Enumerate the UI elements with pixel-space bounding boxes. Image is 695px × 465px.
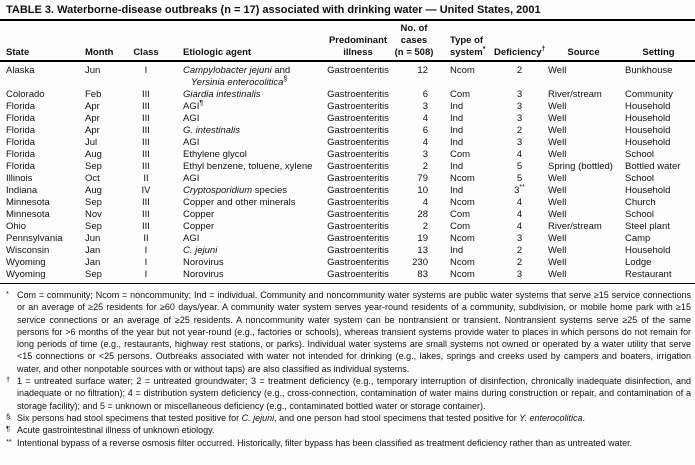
cell-source: Well: [548, 185, 567, 196]
cell-no-of-cases: 4: [422, 197, 428, 208]
cell-state: Florida: [6, 137, 36, 148]
cell-class: II: [143, 173, 149, 184]
cell-type-of-system: Com: [450, 209, 471, 220]
cell-setting: Community: [625, 89, 674, 100]
cell-month: Sep: [85, 221, 102, 232]
cell-class: III: [142, 161, 150, 172]
cell-class: III: [142, 113, 150, 124]
cell-deficiency: 3: [516, 89, 523, 100]
table-row: [0, 61, 695, 89]
cell-deficiency: 3: [516, 233, 523, 244]
cell-deficiency: 3: [494, 269, 545, 284]
cell-etiologic-agent: [165, 185, 322, 197]
cell-class: III: [142, 89, 150, 100]
cell-no-of-cases: 4: [422, 113, 428, 124]
cell-no-of-cases: 13: [417, 245, 428, 256]
cell-type-of-system: Com: [450, 221, 471, 232]
cell-deficiency: 3: [516, 113, 523, 124]
cell-setting: Bunkhouse: [625, 65, 673, 76]
cell-state: Florida: [6, 149, 36, 160]
cell-class: III: [142, 137, 150, 148]
agent-roman-text: AGI: [183, 233, 200, 244]
header-type-of-system: Type of system*: [434, 21, 494, 61]
cell-class: IV: [141, 185, 151, 196]
table-header: [0, 21, 695, 61]
header-source: Source: [545, 21, 622, 61]
cell-no-of-cases: 2: [422, 221, 428, 232]
table-row: [0, 149, 695, 161]
c-jejuni-italic: C. jejuni: [241, 412, 275, 423]
cell-source: Well: [545, 269, 622, 284]
cell-predominant-illness: Gastroenteritis: [327, 149, 389, 160]
header-class: Class: [127, 21, 165, 61]
cell-source: Well: [548, 125, 567, 136]
table-row: [0, 101, 695, 113]
agent-roman-text: and: [271, 65, 291, 76]
header-state: State: [0, 21, 85, 61]
cell-month: Oct: [85, 173, 100, 184]
cell-state: Florida: [6, 161, 36, 172]
table-row: [0, 89, 695, 101]
asterisk-footnote-marker: *: [6, 289, 9, 298]
table-row: [0, 137, 695, 149]
agent-italic-text: Cryptosporidium: [183, 185, 253, 196]
cell-etiologic-agent: [165, 149, 322, 161]
y-enterocolitica-italic: Y. enterocolitica: [519, 412, 583, 423]
cell-type-of-system: Ind: [450, 125, 464, 136]
cell-class: II: [143, 233, 149, 244]
cell-month: Sep: [85, 197, 102, 208]
cell-predominant-illness: Gastroenteritis: [327, 137, 389, 148]
table-row: [0, 233, 695, 245]
table-row: [0, 197, 695, 209]
cell-no-of-cases: 4: [422, 137, 428, 148]
cell-month: Nov: [85, 209, 102, 220]
cell-month: Jun: [85, 233, 101, 244]
cell-source: Well: [548, 233, 567, 244]
cell-state: Colorado: [6, 89, 45, 100]
cell-setting: Steel plant: [625, 221, 670, 232]
header-etiologic-agent: Etiologic agent: [165, 21, 322, 61]
footnote-stool-specimens: § Six persons had stool specimens that tested positive for C. jejuni, and one person had stool specimens that tested positive for Y. enterocolitica.: [6, 411, 586, 423]
cell-state: Pennsylvania: [6, 233, 63, 244]
cell-state: Minnesota: [6, 197, 50, 208]
cell-predominant-illness: Gastroenteritis: [327, 233, 389, 244]
cell-month: Sep: [85, 161, 102, 172]
cell-deficiency: 3**: [514, 183, 525, 196]
cell-etiologic-agent: [165, 197, 322, 209]
cell-no-of-cases: 3: [422, 149, 428, 160]
cell-type-of-system: Ind: [450, 101, 464, 112]
agent-roman-text: Copper: [183, 209, 215, 220]
cell-etiologic-agent: [165, 61, 322, 89]
agent-line2-footnote-marker: §: [283, 75, 288, 83]
cell-predominant-illness: Gastroenteritis: [327, 89, 389, 100]
table-row: [0, 221, 695, 233]
cell-type-of-system: Ncom: [450, 233, 475, 244]
cell-deficiency: 2: [516, 245, 523, 256]
cell-etiologic-agent: [165, 245, 322, 257]
double-asterisk-footnote-marker: **: [6, 436, 12, 446]
table-row: [0, 269, 695, 284]
cell-month: Aug: [85, 185, 102, 196]
cell-no-of-cases: 6: [422, 89, 428, 100]
table-row: [0, 113, 695, 125]
cell-etiologic-agent: [165, 137, 322, 149]
cell-setting: Lodge: [625, 257, 652, 268]
agent-roman-text: species: [252, 185, 288, 196]
cell-setting: Household: [625, 185, 671, 196]
cell-state: Wyoming: [0, 269, 85, 284]
agent-italic-text: C. jejuni: [183, 245, 218, 256]
header-predominant-illness: Predominant illness: [322, 21, 394, 61]
cell-deficiency: 4: [516, 197, 523, 208]
agent-roman-text: Ethylene glycol: [183, 149, 247, 160]
cell-predominant-illness: Gastroenteritis: [327, 161, 389, 172]
cell-class: III: [142, 149, 150, 160]
cell-no-of-cases: 83: [394, 269, 434, 284]
cell-type-of-system: Ind: [450, 137, 464, 148]
cell-predominant-illness: Gastroenteritis: [327, 113, 389, 124]
cell-source: Well: [548, 197, 567, 208]
agent-roman-text: Copper: [183, 221, 215, 232]
footnote-system-types: * Com = community; Ncom = noncommunity; Ind = individual. Community and noncommunity water systems are public water systems that serve ≥15 service connections or an average of ≥25 residents for ≥60 days/year. A community water system serves year-round residents of a community, subdivision, or mobile home park with ≥15 service connections or an average of ≥25 residents. A noncommunity water system can be nontransient or transient. Nontransient systems serve ≥25 of the same persons for >6 months of the year but not year-round (e.g., factories or schools), whereas transient systems provide water to places in which persons do not remain for long periods of time (e.g., restaurants, highway rest stations, or parks). Individual water systems are small systems not owned or operated by a water utility that serve <15 connections or <25 persons. Outbreaks associated with water not intended for drinking (e.g., lakes, springs and creeks used by campers and boaters, irrigation water, and other nonpotable sources with or without taps) are also classified as individual systems.: [6, 289, 691, 374]
cell-source: Well: [548, 137, 567, 148]
cell-setting: Household: [625, 245, 671, 256]
cell-etiologic-agent: [165, 221, 322, 233]
table-row: [0, 245, 695, 257]
cell-predominant-illness: Gastroenteritis: [327, 257, 389, 268]
cell-class: I: [144, 245, 148, 256]
cell-type-of-system: Com: [450, 89, 471, 100]
cell-type-of-system: Ncom: [450, 173, 475, 184]
cell-source: Spring (bottled): [548, 161, 613, 172]
cell-class: III: [142, 125, 150, 136]
cell-class: III: [142, 101, 150, 112]
cell-predominant-illness: Gastroenteritis: [322, 269, 394, 284]
cell-no-of-cases: 2: [422, 161, 428, 172]
cell-no-of-cases: 28: [417, 209, 428, 220]
cell-no-of-cases: 6: [422, 125, 428, 136]
cell-source: Well: [548, 245, 567, 256]
cell-deficiency: 4: [516, 149, 523, 160]
cell-class: I: [127, 269, 165, 284]
cell-deficiency: 2: [516, 257, 523, 268]
cell-deficiency: 4: [516, 221, 523, 232]
cell-month: Feb: [85, 89, 102, 100]
cell-deficiency: 2: [516, 65, 523, 76]
dagger-footnote-marker: †: [6, 375, 11, 385]
cell-type-of-system: Ind: [450, 245, 464, 256]
cell-predominant-illness: Gastroenteritis: [327, 101, 389, 112]
header-no-of-cases: No. of cases (n = 508): [394, 21, 434, 61]
agent-italic-text: G. intestinalis: [183, 125, 241, 136]
cell-class: III: [142, 221, 150, 232]
table-row: [0, 257, 695, 269]
cell-setting: Church: [625, 197, 656, 208]
cell-type-of-system: Ind: [450, 113, 464, 124]
cell-type-of-system: Ind: [450, 185, 464, 196]
agent-italic-text: Giardia intestinalis: [183, 89, 261, 100]
deficiency-footnote-marker: **: [519, 183, 525, 191]
agent-roman-text: AGI: [183, 137, 200, 148]
cell-type-of-system: Ncom: [434, 269, 494, 284]
cell-no-of-cases: 230: [412, 257, 428, 268]
cell-source: Well: [548, 257, 567, 268]
cell-etiologic-agent: [165, 113, 322, 125]
cell-setting: School: [625, 173, 655, 184]
header-deficiency: Deficiency†: [494, 21, 545, 61]
cell-month: Jan: [85, 245, 101, 256]
cell-setting: Household: [625, 125, 671, 136]
cell-class: III: [142, 209, 150, 220]
header-month: Month: [85, 21, 127, 61]
footnote-deficiency-codes: † 1 = untreated surface water; 2 = untreated groundwater; 3 = treatment deficiency (e.g., temporary interruption of disinfection, chronically inadequate disinfection, and inadequate or no filtration); 4 = distribution system deficiency (e.g., cross-connection, contamination of water mains during construction or repair, and contamination of a storage facility); and 5 = unknown or miscellaneous deficiency (e.g., contaminated bottled water or storage container).: [6, 375, 691, 411]
dagger-footnote-marker: †: [541, 45, 546, 53]
table-row: [0, 125, 695, 137]
cell-predominant-illness: Gastroenteritis: [327, 65, 389, 76]
agent-roman-text: Norovirus: [183, 269, 224, 280]
cell-source: Well: [548, 149, 567, 160]
cell-month: Apr: [85, 113, 100, 124]
agent-roman-text: Copper and other minerals: [183, 197, 296, 208]
cell-etiologic-agent: [165, 125, 322, 137]
cell-source: Well: [548, 65, 567, 76]
cell-predominant-illness: Gastroenteritis: [327, 185, 389, 196]
header-setting: Setting: [622, 21, 695, 61]
cell-deficiency: 5: [516, 173, 523, 184]
cell-deficiency: 3: [516, 101, 523, 112]
cell-setting: Camp: [625, 233, 651, 244]
cell-etiologic-agent: [165, 269, 322, 284]
outbreaks-table: [0, 21, 695, 284]
table-row: [0, 185, 695, 197]
cell-no-of-cases: 10: [417, 185, 428, 196]
cell-state: Indiana: [6, 185, 38, 196]
cell-etiologic-agent: [165, 161, 322, 173]
agent-line2-italic-text: Yersinia enterocolitica: [191, 77, 284, 88]
cell-month: Jul: [85, 137, 98, 148]
cell-predominant-illness: Gastroenteritis: [327, 173, 389, 184]
cell-class: I: [144, 257, 148, 268]
pilcrow-footnote-marker: ¶: [6, 424, 11, 434]
cell-deficiency: 3: [516, 137, 523, 148]
asterisk-footnote-marker: *: [482, 45, 486, 53]
cell-state: Minnesota: [6, 209, 50, 220]
cell-etiologic-agent: [165, 101, 322, 113]
agent-footnote-marker: ¶: [199, 99, 204, 107]
cell-source: Well: [548, 113, 567, 124]
cell-type-of-system: Ncom: [450, 197, 475, 208]
footnotes: [0, 284, 695, 449]
cell-setting: Household: [625, 101, 671, 112]
cell-deficiency: 4: [516, 209, 523, 220]
agent-roman-text: Norovirus: [183, 257, 224, 268]
cell-state: Florida: [6, 125, 36, 136]
cell-month: Sep: [85, 269, 127, 284]
cell-etiologic-agent: [165, 233, 322, 245]
cell-type-of-system: Ncom: [450, 65, 475, 76]
cell-predominant-illness: Gastroenteritis: [327, 221, 389, 232]
cell-class: III: [142, 197, 150, 208]
cell-predominant-illness: Gastroenteritis: [327, 197, 389, 208]
cell-etiologic-agent: [165, 209, 322, 221]
cell-state: Wisconsin: [6, 245, 50, 256]
cell-month: Apr: [85, 125, 100, 136]
cell-state: Florida: [6, 113, 36, 124]
table-row: [0, 173, 695, 185]
footnote-agi-definition: ¶ Acute gastrointestinal illness of unknown etiology.: [6, 424, 215, 436]
cell-month: Aug: [85, 149, 102, 160]
cell-etiologic-agent: [165, 89, 322, 101]
cell-etiologic-agent: [165, 173, 322, 185]
cell-deficiency: 2: [516, 125, 523, 136]
agent-roman-text: Ethyl benzene, toluene, xylene: [183, 161, 313, 172]
cell-state: Florida: [6, 101, 36, 112]
cell-no-of-cases: 3: [422, 101, 428, 112]
cell-state: Ohio: [6, 221, 27, 232]
cell-deficiency: 5: [516, 161, 523, 172]
agent-roman-text: AGI: [183, 101, 200, 112]
cell-source: River/stream: [548, 221, 602, 232]
cell-type-of-system: Ncom: [450, 257, 475, 268]
header-row: [0, 21, 695, 61]
cell-source: Well: [548, 101, 567, 112]
cell-no-of-cases: 79: [417, 173, 428, 184]
cell-etiologic-agent: [165, 257, 322, 269]
cell-setting: Bottled water: [625, 161, 681, 172]
cell-state: Alaska: [6, 65, 35, 76]
cell-source: River/stream: [548, 89, 602, 100]
cell-state: Illinois: [6, 173, 33, 184]
cell-setting: School: [625, 149, 655, 160]
cell-predominant-illness: Gastroenteritis: [327, 209, 389, 220]
cell-type-of-system: Ind: [450, 161, 464, 172]
cell-type-of-system: Com: [450, 149, 471, 160]
cell-source: Well: [548, 173, 567, 184]
cell-predominant-illness: Gastroenteritis: [327, 245, 389, 256]
cell-no-of-cases: 19: [417, 233, 428, 244]
table-title: TABLE 3. Waterborne-disease outbreaks (n = 17) associated with drinking water — United States, 2001: [0, 0, 695, 21]
cell-state: Wyoming: [6, 257, 46, 268]
table-body: [0, 61, 695, 284]
cell-source: Well: [548, 209, 567, 220]
cell-month: Jan: [85, 257, 101, 268]
section-footnote-marker: §: [6, 411, 11, 421]
cell-setting: Household: [625, 113, 671, 124]
table-row: [0, 161, 695, 173]
cell-month: Apr: [85, 101, 100, 112]
cell-no-of-cases: 12: [417, 65, 428, 76]
cell-month: Jun: [85, 65, 101, 76]
agent-italic-text: Campylobacter jejuni: [183, 65, 272, 76]
cell-predominant-illness: Gastroenteritis: [327, 125, 389, 136]
cell-setting: Restaurant: [622, 269, 695, 284]
footnote-filter-bypass: ** Intentional bypass of a reverse osmosis filter occurred. Historically, filter bypass has been classified as treatment deficiency rather than as untreated water.: [6, 436, 633, 448]
cell-class: I: [144, 65, 148, 76]
table-row: [0, 209, 695, 221]
cell-setting: School: [625, 209, 655, 220]
agent-roman-text: AGI: [183, 113, 200, 124]
agent-roman-text: AGI: [183, 173, 200, 184]
cell-setting: Household: [625, 137, 671, 148]
